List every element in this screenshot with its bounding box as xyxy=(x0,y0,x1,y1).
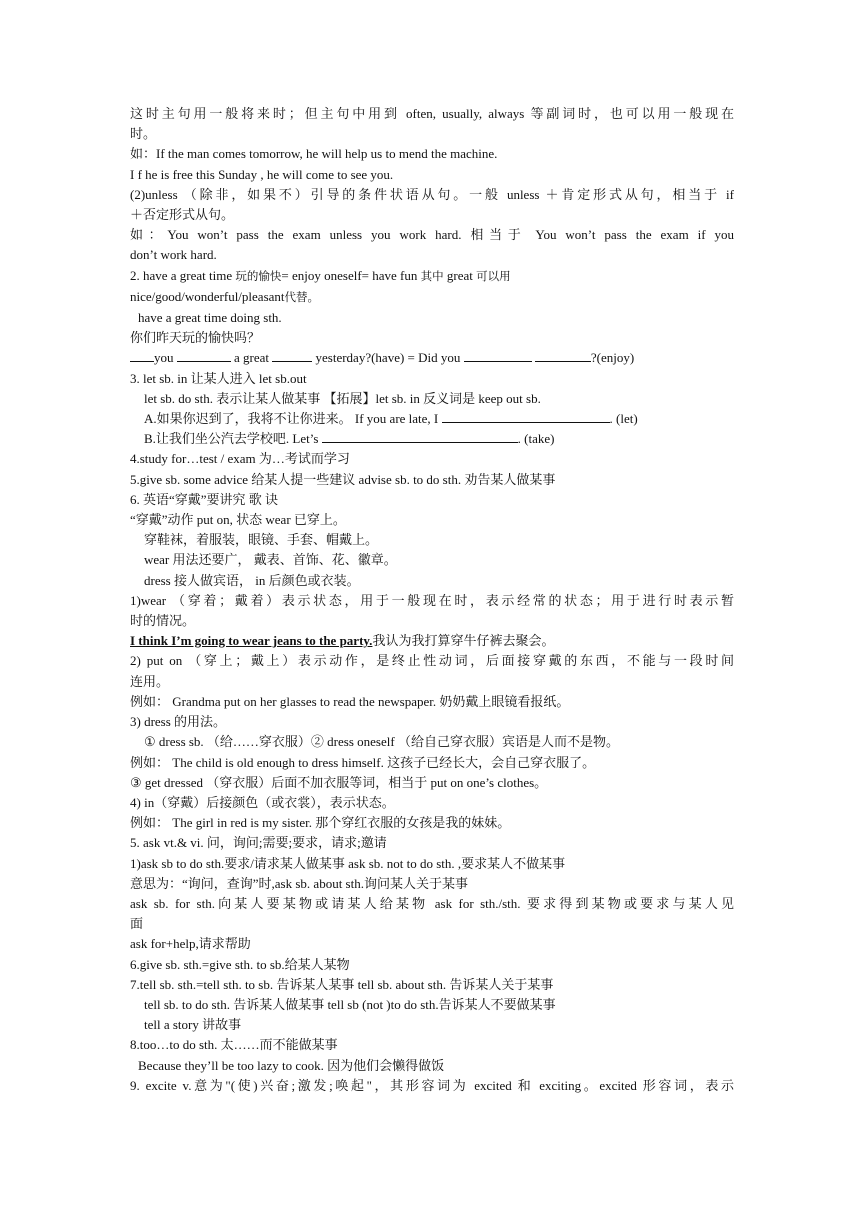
text-line: wear 用法还要广， 戴表、首饰、花、徽章。 xyxy=(144,552,397,568)
text-line: 6.give sb. sth.=give sth. to sb.给某人某物 xyxy=(130,956,350,972)
text-line: I f he is free this Sunday , he will come to see you. xyxy=(130,166,394,182)
text-line: Because they’ll be too lazy to cook. 因为他们会懒得做饭 xyxy=(138,1057,445,1073)
text-line: 1)wear （穿着；戴着）表示状态，用于一般现在时，表示经常的状态；用于进行时表示暂 xyxy=(130,592,734,608)
text-segment: . (take) xyxy=(517,431,555,447)
text-segment: 玩的愉快 xyxy=(235,270,282,283)
text-line: 5. ask vt.& vi. 问，询问;需要;要求，请求;邀请 xyxy=(130,835,387,851)
text-line: ③ get dressed （穿衣服）后面不加衣服等词，相当于 put on one’s clothes。 xyxy=(130,774,548,790)
text-line: 5.give sb. some advice 给某人提一些建议 advise sb. to do sth. 劝告某人做某事 xyxy=(130,471,556,487)
text-line: 如：If the man comes tomorrow, he will help us to mend the machine. xyxy=(130,146,498,162)
answer-blank[interactable] xyxy=(535,348,591,362)
text-segment: nice/good/wonderful/pleasant xyxy=(130,288,285,304)
text-segment: . (let) xyxy=(609,411,638,427)
text-line: 3. let sb. in 让某人进入 let sb.out xyxy=(130,370,307,386)
text-segment: a great xyxy=(230,350,273,366)
text-line: ask sb. for sth.向某人要某物或请某人给某物 ask for sth./sth. 要求得到某物或要求与某人见 xyxy=(130,895,734,911)
text-line: 面 xyxy=(130,916,144,932)
text-line: 如：You won’t pass the exam unless you work hard. 相当于 You won’t pass the exam if you xyxy=(130,227,734,243)
text-line: 1)ask sb to do sth.要求/请求某人做某事 ask sb. not to do sth. ,要求某人不做某事 xyxy=(130,855,566,871)
text-segment: 其中 xyxy=(420,270,444,283)
text-line: “穿戴”动作 put on, 状态 wear 已穿上。 xyxy=(130,512,346,528)
answer-blank[interactable] xyxy=(272,348,312,362)
text-segment: = enjoy oneself= have fun xyxy=(281,267,421,283)
text-line: 8.too…to do sth. 太……而不能做某事 xyxy=(130,1037,338,1053)
text-line: 例如： Grandma put on her glasses to read the newspaper. 奶奶戴上眼镜看报纸。 xyxy=(130,693,570,709)
text-line: 这时主句用一般将来时；但主句中用到 often, usually, always 等副词时，也可以用一般现在 xyxy=(130,106,734,121)
text-segment: B.让我们坐公汽去学校吧. Let’s xyxy=(144,431,322,447)
text-line: let sb. do sth. 表示让某人做某事 【拓展】let sb. in 反义词是 keep out sb. xyxy=(144,390,541,406)
text-line: 9. excite v.意为"(使)兴奋;激发;唤起"，其形容词为 excited 和 exciting。excited 形容词，表示 xyxy=(130,1077,734,1093)
answer-blank[interactable] xyxy=(130,348,154,362)
document-page xyxy=(130,104,734,1096)
text-line: 4.study for…test / exam 为…考试而学习 xyxy=(130,451,350,467)
text-line xyxy=(130,266,734,287)
answer-blank[interactable] xyxy=(322,429,518,443)
text-line: ＋否定形式从句。 xyxy=(130,207,235,223)
text-segment: yesterday?(have) = Did you xyxy=(312,350,464,366)
text-line: 2) put on （穿上；戴上）表示动作，是终止性动词，后面接穿戴的东西，不能与一段时间 xyxy=(130,653,734,669)
text-line xyxy=(130,287,734,308)
text-line: don’t work hard. xyxy=(130,247,217,263)
text-segment: 代替。 xyxy=(284,291,320,304)
text-segment: A.如果你迟到了，我将不让你进来。 If you are late, I xyxy=(144,411,442,427)
text-segment: 2. have a great time xyxy=(130,267,236,283)
text-line: tell a story 讲故事 xyxy=(144,1017,242,1033)
text-line: 7.tell sb. sth.=tell sth. to sb. 告诉某人某事 tell sb. about sth. 告诉某人关于某事 xyxy=(130,976,554,992)
text-line: 意思为：“询问，查询”时,ask sb. about sth.询问某人关于某事 xyxy=(130,875,468,891)
text-line: 4) in（穿戴）后接颜色（或衣裳），表示状态。 xyxy=(130,794,395,810)
example-sentence: I think I’m going to wear jeans to the party. xyxy=(130,633,373,649)
text-line: 你们昨天玩的愉快吗？ xyxy=(130,330,261,346)
text-line: 例如： The girl in red is my sister. 那个穿红衣服的女孩是我的妹妹。 xyxy=(130,815,511,831)
exercise-line xyxy=(130,409,734,429)
text-line: (2)unless （除非，如果不）引导的条件状语从句。一般 unless ＋肯定形式从句，相当于 if xyxy=(130,186,734,202)
text-line: dress 接人做宾语， in 后颜色或衣装。 xyxy=(144,572,360,588)
text-line: 6. 英语“穿戴”要讲究 歌 诀 xyxy=(130,491,279,507)
exercise-line xyxy=(130,429,734,449)
text-line: have a great time doing sth. xyxy=(138,310,282,326)
text-line: 例如： The child is old enough to dress himself. 这孩子已经长大，会自己穿衣服了。 xyxy=(130,754,596,770)
text-line: 3) dress 的用法。 xyxy=(130,714,227,730)
answer-blank[interactable] xyxy=(464,348,532,362)
text-line: 时。 xyxy=(130,126,157,142)
text-line: 时的情况。 xyxy=(130,613,196,629)
text-line: ask for+help,请求帮助 xyxy=(130,936,251,952)
exercise-line xyxy=(130,348,734,368)
text-line: tell sb. to do sth. 告诉某人做某事 tell sb (not )to do sth.告诉某人不要做某事 xyxy=(144,996,556,1012)
text-segment: ?(enjoy) xyxy=(590,350,635,366)
text-line: 连用。 xyxy=(130,673,170,689)
text-segment: 可以用 xyxy=(476,270,511,283)
text-segment: great xyxy=(443,267,477,283)
answer-blank[interactable] xyxy=(177,348,231,362)
text-line: ① dress sb. （给……穿衣服）② dress oneself （给自己穿衣服）宾语是人而不是物。 xyxy=(144,734,619,750)
text-segment: 我认为我打算穿牛仔裤去聚会。 xyxy=(372,633,555,649)
text-line: 穿鞋袜，着服装，眼镜、手套、帽戴上。 xyxy=(144,532,379,548)
answer-blank[interactable] xyxy=(442,409,610,423)
text-line xyxy=(130,631,734,651)
text-segment: you xyxy=(154,350,177,366)
